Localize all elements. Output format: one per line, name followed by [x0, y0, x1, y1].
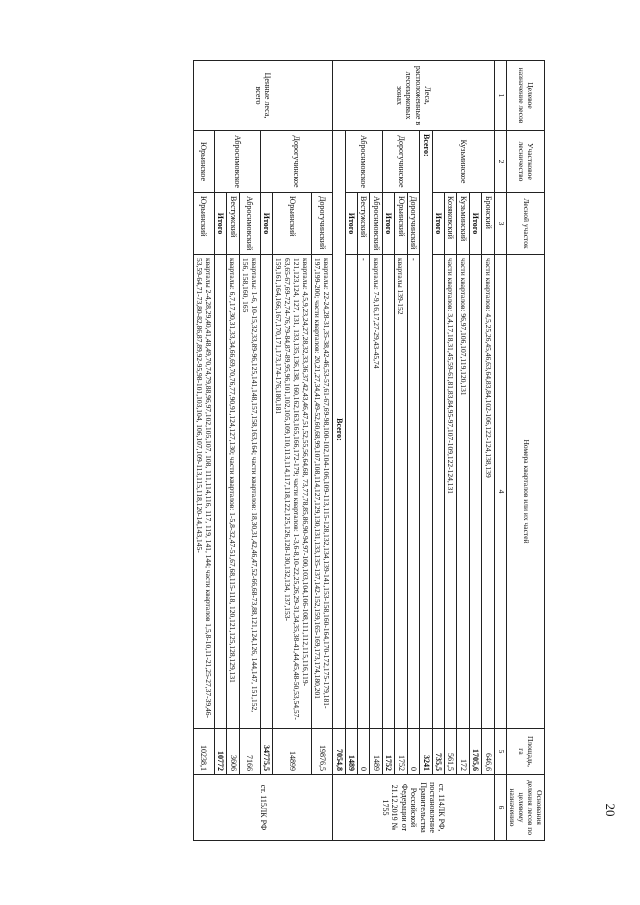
- table-row: [420, 61, 432, 841]
- table-row: [407, 61, 419, 841]
- purpose-cell: Ценные леса, всего: [193, 61, 332, 131]
- area-cell: 1705,6: [469, 729, 481, 775]
- quarters-cell: кварталы: 22-24,28-31,35-38,42-46,53-57,61-67,69-98,100-102,104-106,109-113,115-128,132,134,139-141,153-158,160-164,170-172,175-179,181-197,199-200; части кварталов: 20,21,27,34,41,49-52,60,68,99,107,108,114,127,129,130,131,133,135-137,142-152,159,165-169,173,174,180,201: [312, 255, 333, 729]
- basis-cell: ст. 115ЛК РФ: [193, 775, 332, 841]
- table-row: [193, 61, 214, 841]
- quarters-cell: кварталы: 1-6, 10-15,32,33,89-96,125,141,148,157,158,163,164; части кварталов: 18,30,31,42,46,47,52-66,68-73,88,121,124,126, 144,147, 151,152, 156, 158,160, 165: [239, 255, 260, 729]
- area-cell: 561,5: [445, 729, 457, 775]
- purpose-cell: Леса, расположенные в лесопарковых зонах: [333, 61, 495, 131]
- area-cell: 14899: [273, 729, 312, 775]
- quarters-cell: части кварталов: 4,5,25,26,45,46,63,64,83,84,102-106,122-124,138,139: [482, 255, 494, 729]
- quarters-cell: -: [407, 255, 419, 729]
- section-cell: Юрьинский: [395, 193, 407, 255]
- quarters-cell: кварталы: 7-9,16,17,27-29,43-45,74: [370, 255, 382, 729]
- district-cell: Аброснмовское: [214, 131, 260, 193]
- district-cell: Юрьинское: [193, 131, 214, 193]
- table-row: [312, 61, 333, 841]
- area-cell: 10772: [214, 729, 226, 775]
- quarters-cell: [382, 255, 394, 729]
- area-cell: 10238,1: [193, 729, 214, 775]
- quarters-cell: кварталы 139-152: [395, 255, 407, 729]
- section-cell: Итого: [214, 193, 226, 255]
- area-cell: 0: [407, 729, 419, 775]
- rotated-table-container: [75, 60, 545, 840]
- quarters-cell: [469, 255, 481, 729]
- area-cell: 1752: [395, 729, 407, 775]
- section-cell: Козяковский: [445, 193, 457, 255]
- area-cell: 1752: [382, 729, 394, 775]
- header-purpose: Целевое назначение лесов: [506, 61, 544, 131]
- col-number: 5: [494, 729, 506, 775]
- col-number: 6: [494, 775, 506, 841]
- table-row: [482, 61, 494, 841]
- column-number-row: [494, 61, 506, 841]
- area-cell: 735,5: [432, 729, 444, 775]
- header-area: Площадь, га: [506, 729, 544, 775]
- area-cell: 3606: [227, 729, 239, 775]
- section-cell: Дорогучинский: [312, 193, 333, 255]
- header-section: Лесной участок: [506, 193, 544, 255]
- section-cell: Итого: [382, 193, 394, 255]
- section-cell: Вестужский: [227, 193, 239, 255]
- forest-table: [193, 60, 545, 841]
- basis-cell: ст. 114ЛК РФ, постановление Правительства Российской Федерации от 21.12.2019 № 1755: [333, 775, 495, 841]
- table-row: [370, 61, 382, 841]
- section-cell: Вестужский: [357, 193, 369, 255]
- area-cell: 7166: [239, 729, 260, 775]
- quarters-cell: [260, 255, 272, 729]
- section-cell: Итого: [260, 193, 272, 255]
- district-cell: Аброснмовское: [345, 131, 382, 193]
- area-cell: 172: [457, 729, 469, 775]
- col-number: 2: [494, 131, 506, 193]
- section-cell: Дорогучинский: [407, 193, 419, 255]
- header-basis: Основания деления лесов по целевому назначению: [506, 775, 544, 841]
- quarters-cell: части кварталов: 3,4,17,18,31,45,59-61,81,83,84,95-97,107-109,122-124,131: [445, 255, 457, 729]
- area-cell: 7054,8: [333, 729, 345, 775]
- section-cell: Юрьинский: [193, 193, 214, 255]
- col-number: 4: [494, 255, 506, 729]
- area-cell: 1489: [345, 729, 357, 775]
- page-number: 20: [603, 803, 618, 817]
- quarters-cell: [432, 255, 444, 729]
- quarters-cell: части кварталов: 96,97,106,107,119,120,131: [457, 255, 469, 729]
- section-cell: Аброснмовский: [239, 193, 260, 255]
- area-cell: 3241: [420, 729, 432, 775]
- district-cell: Дорогучинское: [382, 131, 419, 193]
- table-row: [239, 61, 260, 841]
- area-cell: 646,6: [482, 729, 494, 775]
- section-cell: Итого: [469, 193, 481, 255]
- section-cell: Бронский: [482, 193, 494, 255]
- section-cell: Юрьинский: [273, 193, 312, 255]
- quarters-cell: [214, 255, 226, 729]
- table-row: [333, 61, 345, 841]
- area-cell: 34775,5: [260, 729, 272, 775]
- col-number: 3: [494, 193, 506, 255]
- header-row: [506, 61, 544, 841]
- area-cell: 0: [357, 729, 369, 775]
- section-cell: Кузьминский: [457, 193, 469, 255]
- district-cell: Дорогучинское: [260, 131, 332, 193]
- district-cell: Кузьминское: [432, 131, 494, 193]
- quarters-cell: кварталы: 6,7,17,30,31,33,34,66,69,70,76,77,90,91,124,127,130; части кварталов: 1-5,8-32,47-51,67,68,115-118, 120,121,125,128,129,131: [227, 255, 239, 729]
- area-cell: 1489: [370, 729, 382, 775]
- quarters-cell: -: [357, 255, 369, 729]
- section-cell: Итого: [345, 193, 357, 255]
- total-label-cell: Всего:: [333, 131, 345, 729]
- quarters-cell: кварталы 2-4,28,29,40,41,48,49,70,74,79,88,96,97,102,105,107, 108, 111,114,116, 117, 119, 141, 144; части кварталов 1,5,8-10,11-21,25-27,37-39,46-53,59-64,71-73,80-82,86,87,89,92-95,98-101,103,104, 106,107,109-113,115,118,120-14,143,145-: [193, 255, 214, 729]
- quarters-cell: кварталы: 4,5,9,23,24,27,28,32,33,36,37,42,43,46,47,51,52,55,56,64,68, 73,77,78,85,86,90-94,97-100,103,104,106-108,111,112,115,116,119-121,123,124, 127, 131, 133,135,136,138, 160,162,163,165,166,172-179; части кварталов: 1-3,6-8,10-22,25,26,29-31,34,35,38-41,44,45,48-50,53,54,57-63,65-67,69-72,74-76,79-84,87-89,95,96,101,102,105,109,110,113,114,117,118,122,125,126,128-130,132,134, 137,153-159,161,164,166,167,170,171,173,174-176,180,181: [273, 255, 312, 729]
- section-cell: Итого: [432, 193, 444, 255]
- total-label-cell: Всего:: [420, 131, 432, 729]
- section-cell: Аброснмовский: [370, 193, 382, 255]
- header-quarters: Номера кварталов или их частей: [506, 255, 544, 729]
- area-cell: 19876,5: [312, 729, 333, 775]
- quarters-cell: [345, 255, 357, 729]
- col-number: 1: [494, 61, 506, 131]
- header-district: Участковое лесничество: [506, 131, 544, 193]
